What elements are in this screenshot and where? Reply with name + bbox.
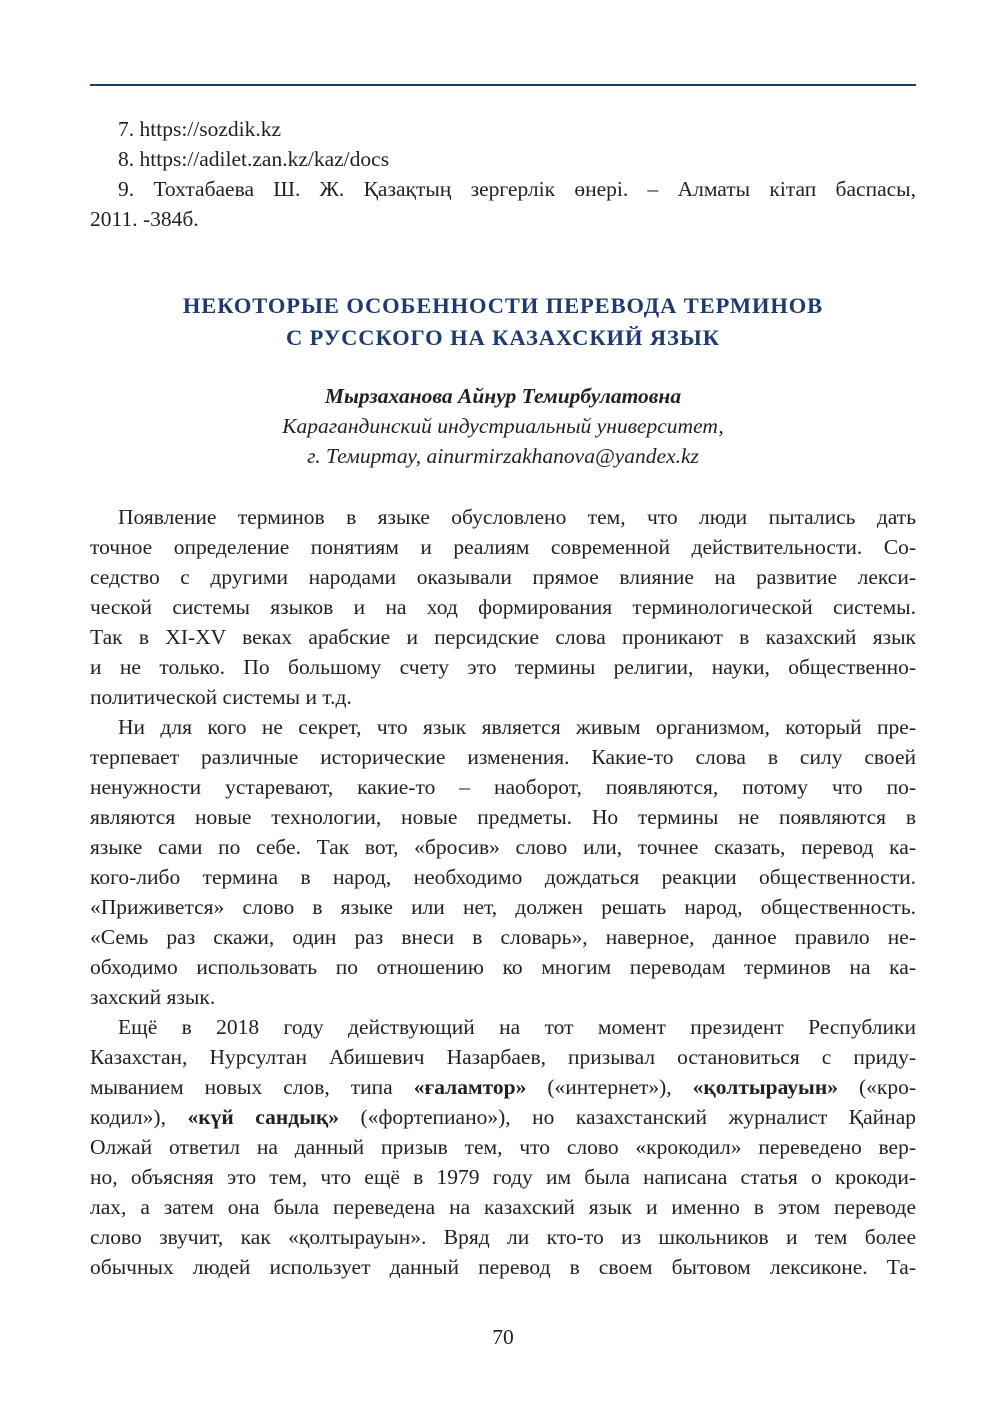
paragraph-1-line: точное определение понятиям и реалиям современной действительности. Со- bbox=[90, 535, 916, 559]
paragraph-1-line: Появление терминов в языке обусловлено тем, что люди пытались дать bbox=[118, 505, 916, 529]
text-run: («интернет»), bbox=[526, 1075, 693, 1099]
paragraph-1-line: ческой системы языков и на ход формирования терминологической системы. bbox=[90, 595, 916, 619]
paragraph-2-line: Ни для кого не секрет, что язык является живым организмом, который пре- bbox=[118, 715, 916, 739]
paragraph-2-line: захский язык. bbox=[90, 985, 216, 1009]
paragraph-1-line: политической системы и т.д. bbox=[90, 685, 352, 709]
bold-term: «ғаламтор» bbox=[413, 1075, 527, 1099]
paragraph-2-line: терпевает различные исторические изменения. Какие-то слова в силу своей bbox=[90, 745, 916, 769]
paragraph-3-line: обычных людей использует данный перевод в своем бытовом лексиконе. Та- bbox=[90, 1255, 916, 1279]
reference-item-7: 7. https://sozdik.kz bbox=[118, 117, 282, 141]
text-run: («фортепиано»), но казахстанский журналист Қайнар bbox=[339, 1105, 916, 1129]
reference-item-9-continuation: 2011. -384б. bbox=[90, 207, 199, 231]
paragraph-2-line: ненужности устаревают, какие-то – наоборот, появляются, потому что по- bbox=[90, 775, 916, 799]
paragraph-3-line bbox=[90, 1102, 916, 1132]
paragraph-2-line: обходимо использовать по отношению ко многим переводам терминов на ка- bbox=[90, 955, 916, 979]
text-run: («кро- bbox=[837, 1075, 916, 1099]
author-affiliation: Карагандинский индустриальный университет, bbox=[282, 414, 724, 438]
paragraph-3-line: но, объясняя это тем, что ещё в 1979 году им была написана статья о крокоди- bbox=[90, 1165, 916, 1189]
article-body bbox=[90, 502, 916, 1282]
author-location-email: г. Темиртау, ainurmirzakhanova@yandex.kz bbox=[307, 444, 699, 468]
paragraph-1-line: Так в XI-XV веках арабские и персидские слова проникают в казахский язык bbox=[90, 625, 916, 649]
article-title bbox=[90, 290, 916, 354]
bold-term: «қолтырауын» bbox=[692, 1075, 838, 1099]
author-name: Мырзаханова Айнур Темирбулатовна bbox=[324, 384, 682, 408]
paragraph-1-line: и не только. По большому счету это термины религии, науки, общественно- bbox=[90, 655, 916, 679]
paragraph-3-line: слово звучит, как «қолтырауын». Вряд ли кто-то из школьников и тем более bbox=[90, 1225, 916, 1249]
bold-term: «күй сандық» bbox=[187, 1105, 340, 1129]
paragraph-2-line: кого-либо термина в народ, необходимо дождаться реакции общественности. bbox=[90, 865, 916, 889]
author-block bbox=[90, 381, 916, 471]
references-list bbox=[90, 114, 916, 234]
reference-item-9: 9. Тохтабаева Ш. Ж. Қазақтың зергерлік өнері. – Алматы кітап баспасы, bbox=[118, 177, 916, 201]
page-number: 70 bbox=[492, 1325, 514, 1349]
paragraph-2-line: «Приживется» слово в языке или нет, должен решать народ, общественность. bbox=[90, 895, 916, 919]
paragraph-2-line: языке сами по себе. Так вот, «бросив» слово или, точнее сказать, перевод ка- bbox=[90, 835, 916, 859]
paragraph-3-line: лах, а затем она была переведена на казахский язык и именно в этом переводе bbox=[90, 1195, 916, 1219]
paragraph-3-line: Казахстан, Нурсултан Абишевич Назарбаев, призывал остановиться с приду- bbox=[90, 1045, 916, 1069]
paragraph-1-line: седство с другими народами оказывали прямое влияние на развитие лекси- bbox=[90, 565, 916, 589]
text-run: кодил»), bbox=[90, 1105, 188, 1129]
paragraph-3-line: Олжай ответил на данный призыв тем, что слово «крокодил» переведено вер- bbox=[90, 1135, 916, 1159]
article-title-line-1: НЕКОТОРЫЕ ОСОБЕННОСТИ ПЕРЕВОДА ТЕРМИНОВ bbox=[182, 293, 824, 318]
paragraph-3-line bbox=[90, 1072, 916, 1102]
paragraph-2-line: «Семь раз скажи, один раз внеси в словарь», наверное, данное правило не- bbox=[90, 925, 916, 949]
header-rule bbox=[90, 84, 916, 86]
reference-item-8: 8. https://adilet.zan.kz/kaz/docs bbox=[118, 147, 390, 171]
article-title-line-2: С РУССКОГО НА КАЗАХСКИЙ ЯЗЫК bbox=[285, 325, 721, 350]
text-run: мыванием новых слов, типа bbox=[90, 1075, 414, 1099]
paragraph-2-line: являются новые технологии, новые предметы. Но термины не появляются в bbox=[90, 805, 916, 829]
paragraph-3-line: Ещё в 2018 году действующий на тот момент президент Республики bbox=[118, 1015, 916, 1039]
